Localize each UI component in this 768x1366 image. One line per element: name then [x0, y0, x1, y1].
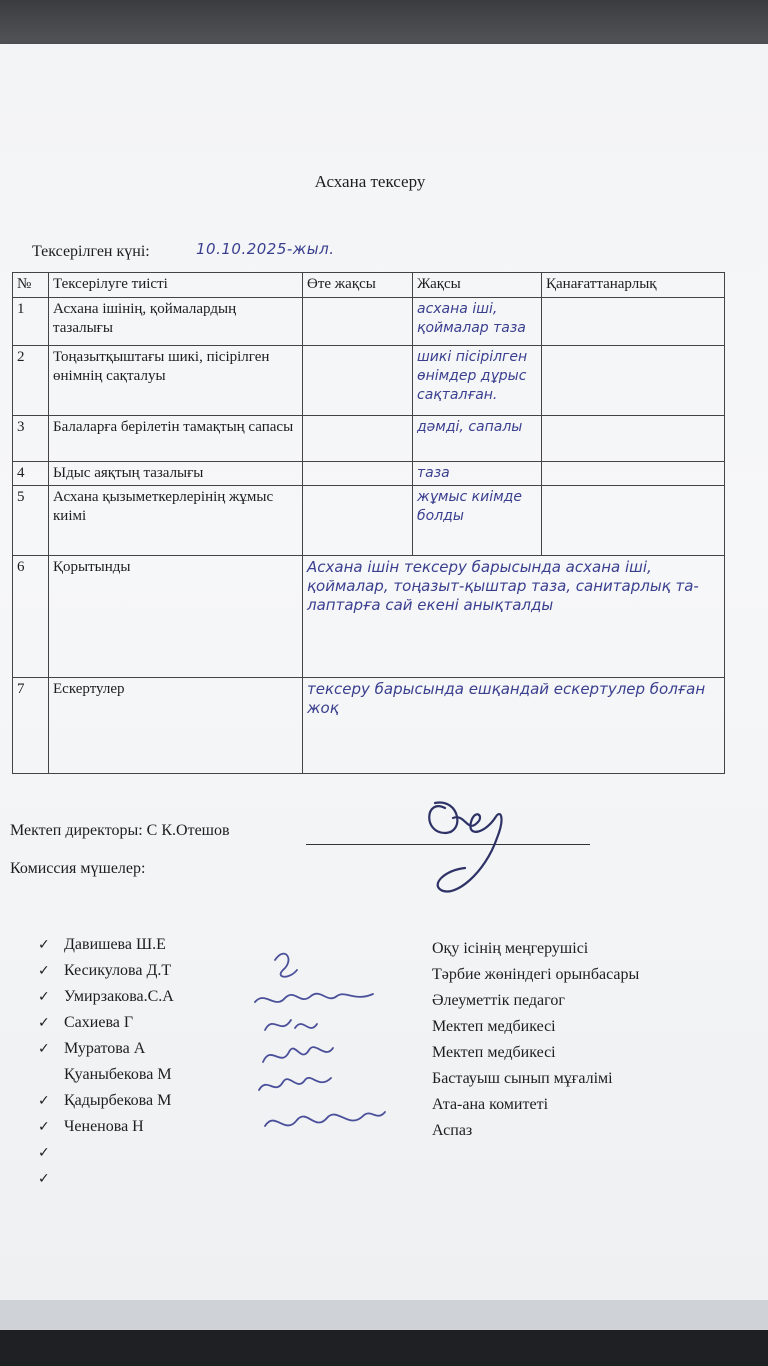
background-bottom: [0, 1330, 768, 1366]
checkmark-icon: ✓: [38, 1171, 50, 1187]
member-signatures: [245, 940, 395, 1160]
checkmark-icon: ✓: [38, 963, 50, 979]
conclusion-handwritten: Асхана ішін тексеру барысында асхана іші, қоймалар, тоңазыт-қыштар таза, санитарлық та-лаптарға сай екені анықталды: [303, 556, 725, 678]
col-header-good: Жақсы: [413, 273, 542, 298]
member-list: [38, 936, 174, 1196]
list-item: Бастауыш сынып мұғалімі: [432, 1070, 613, 1087]
member-name: Чененова Н: [64, 1118, 144, 1135]
row-item: Тоңазытқыштағы шикі, пісірілген өнімнің сақталуы: [49, 346, 303, 416]
notes-label: Ескертулер: [49, 678, 303, 774]
list-item: Оқу ісінің меңгерушісі: [432, 940, 589, 957]
table-row: [13, 462, 725, 486]
list-item: Тәрбие жөніндегі орынбасары: [432, 966, 640, 983]
member-name: Қуаныбекова М: [64, 1066, 172, 1083]
checkmark-icon: ✓: [38, 1015, 50, 1031]
row-number: 4: [13, 462, 49, 486]
list-item: Әлеуметтік педагог: [432, 992, 565, 1009]
row-number: 5: [13, 486, 49, 556]
row-good-handwritten: жұмыс киімде болды: [413, 486, 542, 556]
document-title: Асхана тексеру: [314, 172, 426, 191]
checkmark-icon: ✓: [38, 1145, 50, 1161]
commission-label: Комиссия мүшелер:: [10, 860, 146, 877]
row-good-handwritten: асхана іші, қоймалар таза: [413, 298, 542, 346]
notes-number: 7: [13, 678, 49, 774]
list-item: Ата-ана комитеті: [432, 1096, 549, 1113]
list-item: Мектеп медбикесі: [432, 1018, 556, 1035]
list-item: [38, 1144, 174, 1170]
director-signature: [405, 778, 525, 908]
checkmark-icon: ✓: [38, 1119, 50, 1135]
row-satisfactory: [542, 416, 725, 462]
row-number: 1: [13, 298, 49, 346]
role-list: [432, 940, 639, 1148]
col-header-item: Тексерілуге тиісті: [49, 273, 303, 298]
member-name: Умирзакова.С.А: [64, 988, 174, 1005]
row-item: Асхана ішінің, қоймалардың тазалығы: [49, 298, 303, 346]
inspection-table: [12, 272, 725, 774]
row-number: 3: [13, 416, 49, 462]
checkmark-icon: ✓: [38, 937, 50, 953]
list-item: [38, 1170, 174, 1196]
table-row: [13, 486, 725, 556]
paper-stack-edge: [0, 1300, 768, 1330]
row-excellent: [303, 346, 413, 416]
col-header-satisfactory: Қанағаттанарлық: [542, 273, 725, 298]
list-item: Аспаз: [432, 1122, 473, 1139]
checkmark-icon: ✓: [38, 1041, 50, 1057]
row-good-handwritten: шикі пісірілген өнімдер дұрыс сақталған.: [413, 346, 542, 416]
list-item: Мектеп медбикесі: [432, 1044, 556, 1061]
row-satisfactory: [542, 486, 725, 556]
member-name: Сахиева Г: [64, 1014, 134, 1031]
notes-handwritten: тексеру барысында ешқандай ескертулер болған жоқ: [303, 678, 725, 774]
table-row: [13, 298, 725, 346]
director-line: Мектеп директоры: С К.Отешов: [10, 822, 230, 839]
date-value: 10.10.2025-жыл.: [196, 240, 335, 258]
conclusion-label: Қорытынды: [49, 556, 303, 678]
table-header-row: [13, 273, 725, 298]
row-satisfactory: [542, 298, 725, 346]
list-item: [38, 1066, 174, 1092]
row-satisfactory: [542, 462, 725, 486]
row-good-handwritten: таза: [413, 462, 542, 486]
member-name: Муратова А: [64, 1040, 146, 1057]
list-item: [38, 1014, 174, 1040]
list-item: [38, 962, 174, 988]
col-header-excellent: Өте жақсы: [303, 273, 413, 298]
list-item: [38, 1092, 174, 1118]
member-name: Қадырбекова М: [64, 1092, 172, 1109]
row-item: Ыдыс аяқтың тазалығы: [49, 462, 303, 486]
member-name: Давишева Ш.Е: [64, 936, 166, 953]
row-excellent: [303, 486, 413, 556]
row-number: 2: [13, 346, 49, 416]
row-excellent: [303, 462, 413, 486]
member-name: Кесикулова Д.Т: [64, 962, 172, 979]
list-item: [38, 988, 174, 1014]
list-item: [38, 936, 174, 962]
row-satisfactory: [542, 346, 725, 416]
row-excellent: [303, 416, 413, 462]
list-item: [38, 1118, 174, 1144]
checkmark-icon: ✓: [38, 1093, 50, 1109]
row-item: Балаларға берілетін тамақтың сапасы: [49, 416, 303, 462]
table-row: [13, 346, 725, 416]
col-header-number: №: [13, 273, 49, 298]
list-item: [38, 1040, 174, 1066]
notes-row: [13, 678, 725, 774]
conclusion-row: [13, 556, 725, 678]
row-excellent: [303, 298, 413, 346]
table-row: [13, 416, 725, 462]
checkmark-icon: ✓: [38, 989, 50, 1005]
date-label: Тексерілген күні:: [32, 243, 150, 260]
conclusion-number: 6: [13, 556, 49, 678]
row-item: Асхана қызыметкерлерінің жұмыс киімі: [49, 486, 303, 556]
row-good-handwritten: дәмді, сапалы: [413, 416, 542, 462]
